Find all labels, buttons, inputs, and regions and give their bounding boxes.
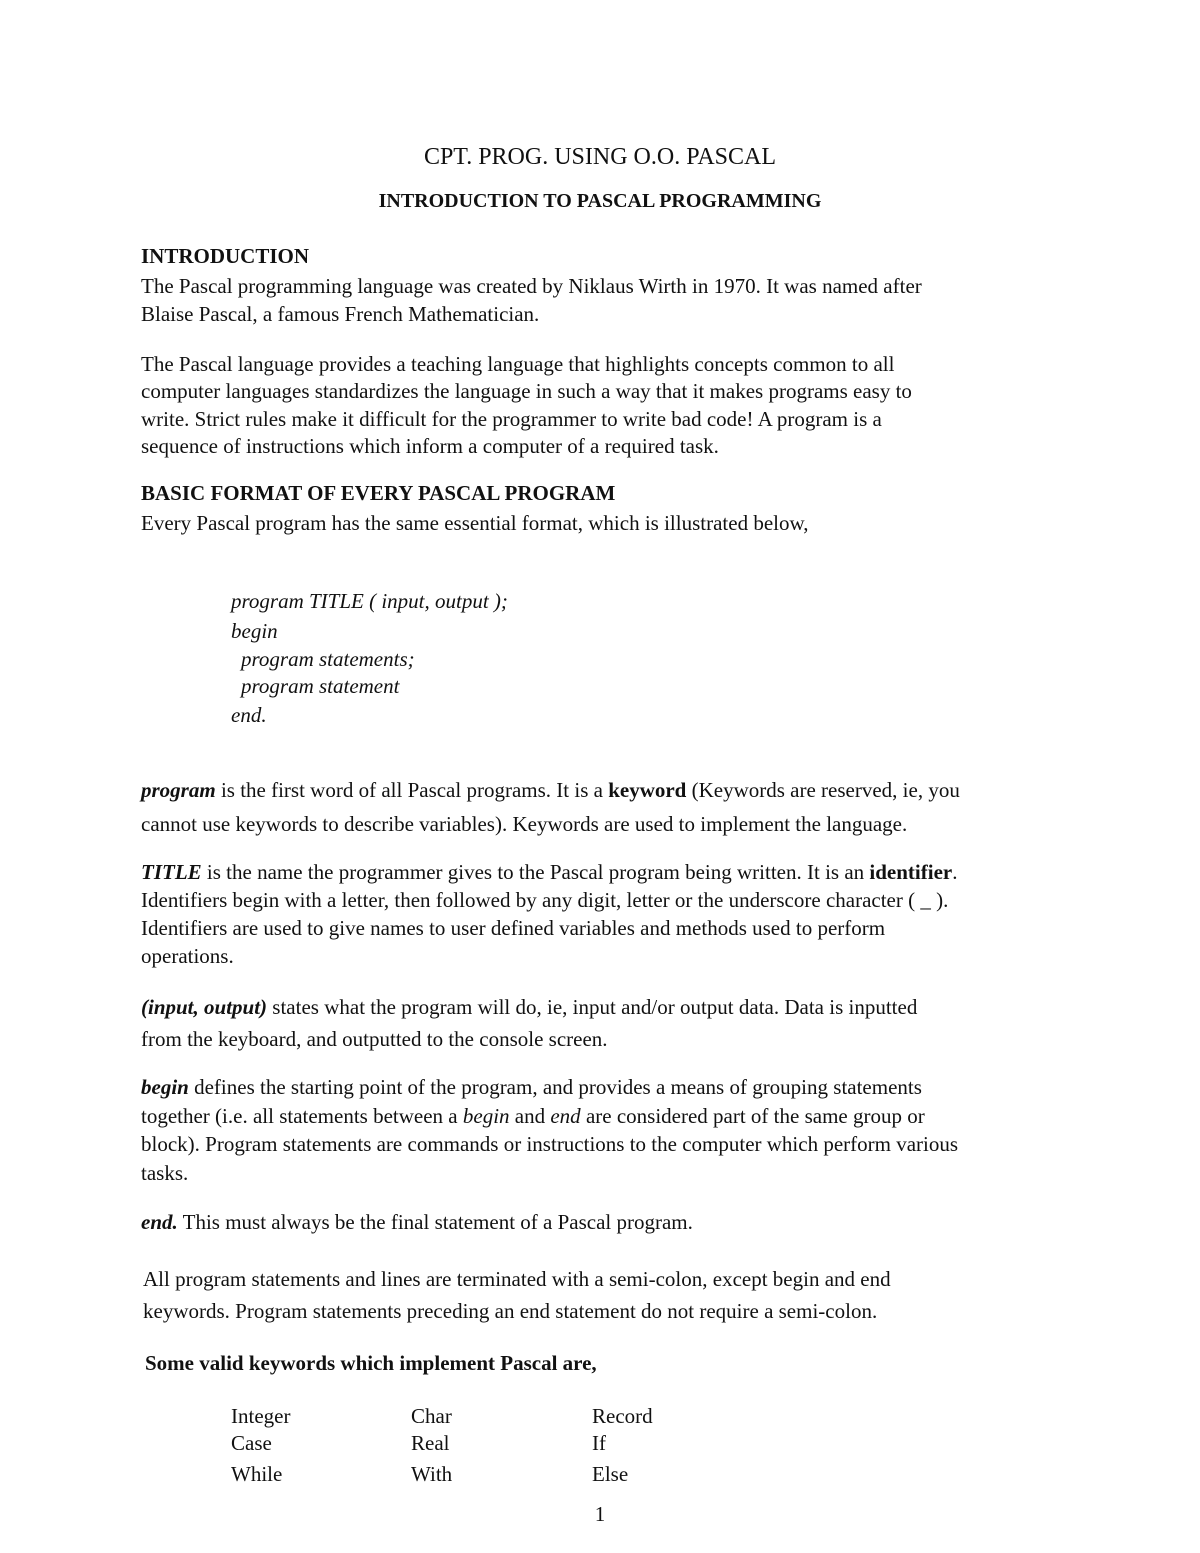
def-program-text-a: is the first word of all Pascal programs. It is a (215, 778, 609, 802)
def-begin-l2-b: and (509, 1104, 551, 1128)
code-line-4-wrap (231, 672, 399, 700)
def-end-line (141, 1208, 693, 1236)
keyword-cell: Case (231, 1431, 272, 1455)
code-line-2: begin (231, 619, 278, 643)
def-program-line2: cannot use keywords to describe variables). Keywords are used to implement the language. (141, 812, 908, 836)
code-line-3: program statements; (241, 647, 415, 671)
format-intro-line: Every Pascal program has the same essential format, which is illustrated below, (141, 511, 809, 535)
term-program: program (141, 778, 216, 802)
def-title-text-b: . (952, 860, 958, 884)
code-line-5: end. (231, 703, 267, 727)
def-io-line1 (141, 993, 917, 1021)
term-end: end. (141, 1210, 178, 1234)
keyword-cell: If (592, 1431, 606, 1455)
format-heading: BASIC FORMAT OF EVERY PASCAL PROGRAM (141, 481, 616, 505)
def-begin-line3: block). Program statements are commands or instructions to the computer which perform various (141, 1132, 959, 1156)
intro-p1-line2: Blaise Pascal, a famous French Mathematician. (141, 302, 540, 326)
def-begin-line1 (141, 1073, 922, 1101)
keyword-cell: Record (592, 1404, 653, 1428)
term-begin: begin (141, 1075, 189, 1099)
course-title: CPT. PROG. USING O.O. PASCAL (423, 144, 777, 170)
keyword-cell: Real (411, 1431, 450, 1455)
term-keyword: keyword (608, 778, 687, 802)
keyword-cell: While (231, 1462, 283, 1486)
def-program-text-b: (Keywords are reserved, ie, you (686, 778, 960, 802)
code-line-1: program TITLE ( input, output ); (231, 589, 508, 613)
def-begin-text: defines the starting point of the program, and provides a means of grouping statements (188, 1075, 922, 1099)
def-end-text: This must always be the final statement of a Pascal program. (177, 1210, 693, 1234)
intro-p2-line1: The Pascal language provides a teaching language that highlights concepts common to all (141, 352, 895, 376)
inline-end: end (550, 1104, 581, 1128)
inline-begin: begin (462, 1104, 510, 1128)
chapter-title: INTRODUCTION TO PASCAL PROGRAMMING (378, 190, 822, 212)
def-title-line1 (141, 858, 957, 886)
def-begin-line4: tasks. (141, 1161, 189, 1185)
def-begin-l2-a: together (i.e. all statements between a (141, 1104, 463, 1128)
keyword-cell: Integer (231, 1404, 291, 1428)
page-number: 1 (594, 1502, 606, 1526)
keyword-cell: Char (411, 1404, 452, 1428)
semicolon-line1: All program statements and lines are terminated with a semi-colon, except begin and end (143, 1267, 891, 1291)
intro-p2-line2: computer languages standardizes the language in such a way that it makes programs easy to (141, 379, 912, 403)
keyword-cell: Else (592, 1462, 629, 1486)
def-program-line1 (141, 776, 960, 804)
term-title: TITLE (141, 860, 202, 884)
code-line-3-wrap (231, 645, 415, 673)
def-title-line3: Identifiers are used to give names to user defined variables and methods used to perform (141, 916, 886, 940)
intro-heading: INTRODUCTION (141, 244, 310, 268)
intro-p2-line4: sequence of instructions which inform a computer of a required task. (141, 434, 719, 458)
def-io-text: states what the program will do, ie, input and/or output data. Data is inputted (267, 995, 918, 1019)
semicolon-line2: keywords. Program statements preceding an end statement do not require a semi-colon. (143, 1299, 878, 1323)
def-title-text-a: is the name the programmer gives to the Pascal program being written. It is an (201, 860, 870, 884)
def-title-line4: operations. (141, 944, 234, 968)
term-input-output: (input, output) (141, 995, 268, 1019)
intro-p1-line1: The Pascal programming language was created by Niklaus Wirth in 1970. It was named after (141, 274, 922, 298)
term-identifier: identifier (869, 860, 953, 884)
def-begin-line2 (141, 1102, 925, 1130)
code-line-4: program statement (241, 674, 400, 698)
def-io-line2: from the keyboard, and outputted to the console screen. (141, 1027, 608, 1051)
def-title-line2: Identifiers begin with a letter, then followed by any digit, letter or the underscore character ( _ ). (141, 888, 949, 912)
def-begin-l2-c: are considered part of the same group or (580, 1104, 925, 1128)
intro-p2-line3: write. Strict rules make it difficult for the programmer to write bad code! A program is a (141, 407, 882, 431)
keyword-cell: With (411, 1462, 453, 1486)
keywords-heading: Some valid keywords which implement Pascal are, (145, 1351, 597, 1375)
